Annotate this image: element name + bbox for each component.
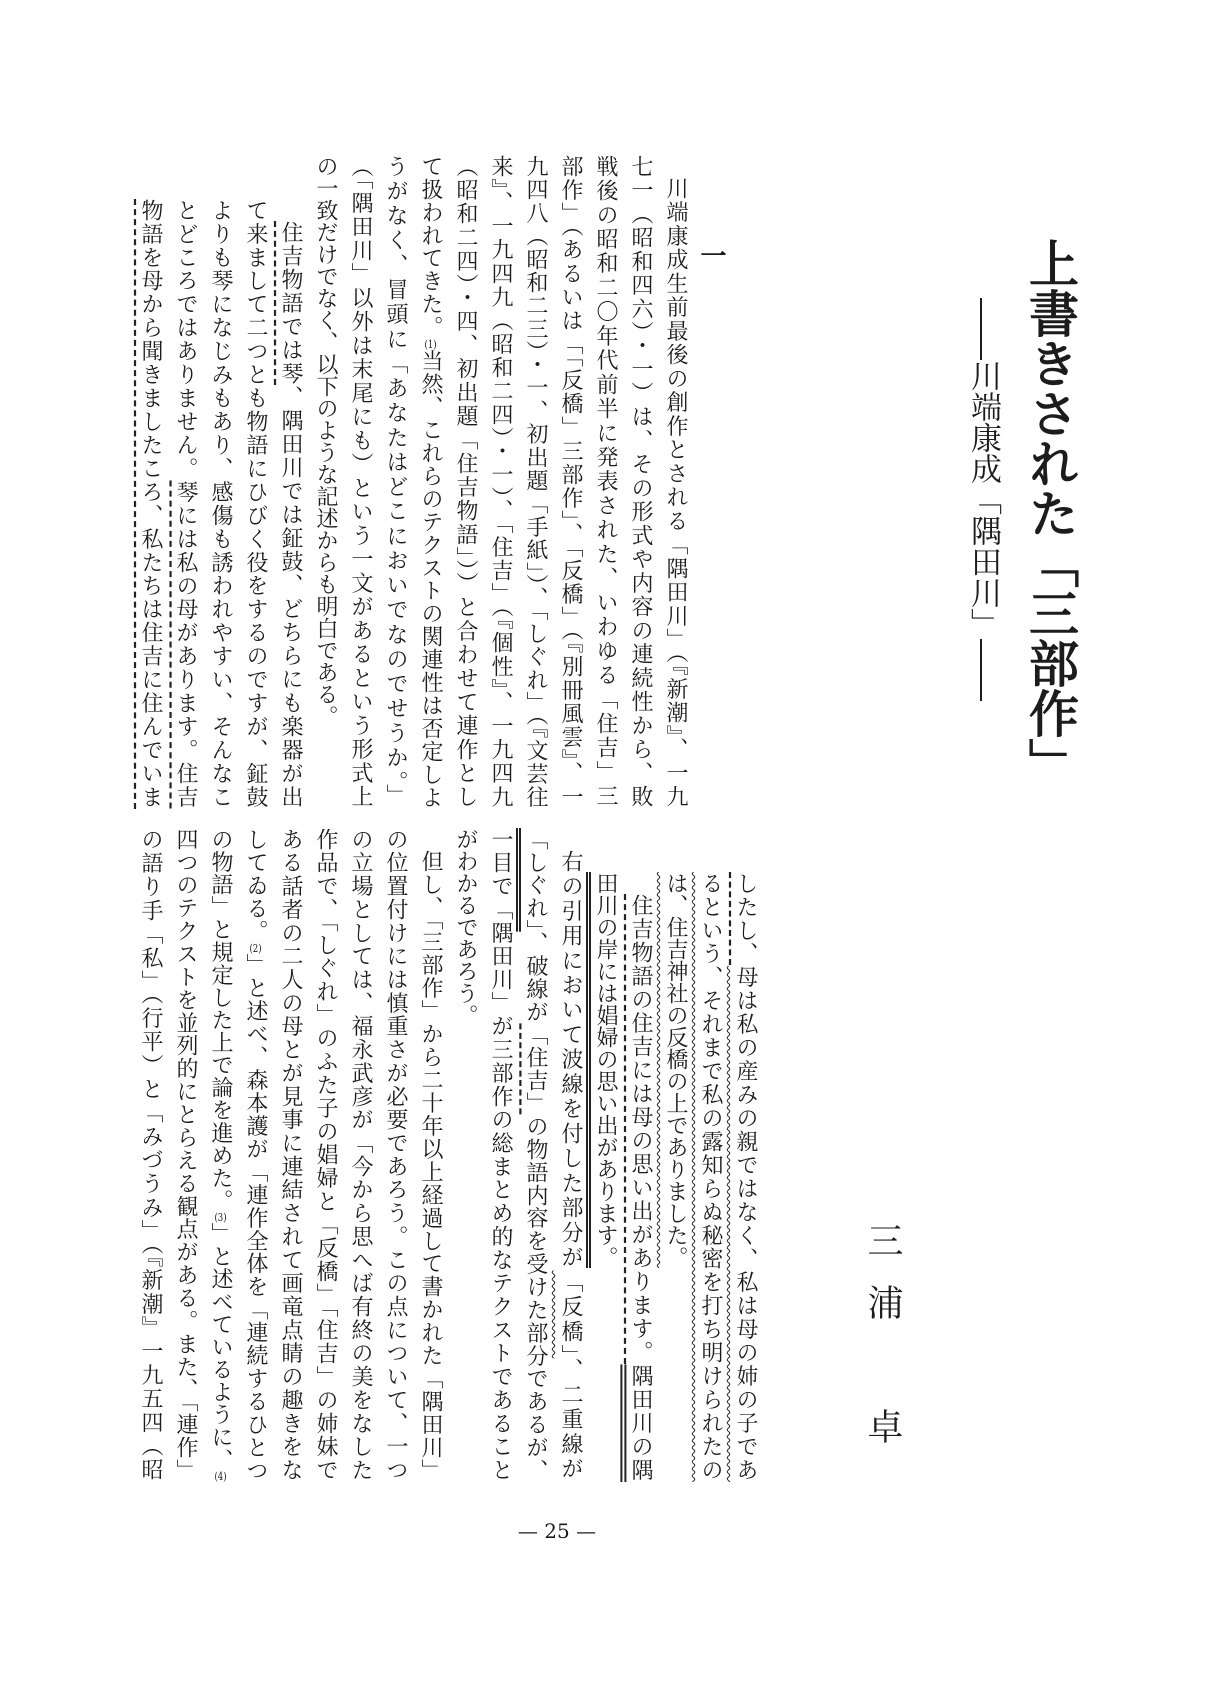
text-line <box>588 155 623 809</box>
text-segment: の位置付けには慎重さが必要であろう。この点について、一つ <box>383 828 408 1482</box>
quote-line <box>273 155 308 809</box>
wavy-marked-text: 母は私の産みの親ではなく、私は母の姉の子であ <box>733 965 758 1483</box>
footnote-marker: (1) <box>424 338 437 350</box>
upper-tier-text <box>133 155 693 809</box>
text-segment: してゐる。 <box>243 828 268 943</box>
quote-line <box>728 828 763 1482</box>
text-segment: ある話者の二人の母とが見事に連結されて画竜点睛の趣きをな <box>278 828 303 1482</box>
double-marked-text: 隅田川の隅 <box>628 1364 653 1483</box>
text-segment: の一致だけでなく、以下のような記述からも明白である。 <box>313 155 338 727</box>
text-line <box>448 155 483 809</box>
quote-line <box>693 828 728 1482</box>
text-line <box>308 155 343 809</box>
text-line <box>168 828 203 1482</box>
text-line <box>343 828 378 1482</box>
lower-tier-text <box>133 828 763 1482</box>
text-segment: の物語」と規定した上で論を進めた。 <box>208 828 233 1212</box>
dashed-marked-text: したし、 <box>733 872 758 966</box>
dashed-marked-text: 「住吉」 <box>523 1023 548 1116</box>
footnote-marker: (4) <box>214 1471 227 1483</box>
section-heading: 一 <box>696 242 726 268</box>
text-segment: 部作」（あるいは「「反橋」三部作」、「反橋」（『別冊風雲』、一 <box>558 155 583 809</box>
text-segment: 但し、「三部作」から二十年以上経過して書かれた「隅田川」 <box>418 850 443 1482</box>
double-marked-text: 「しぐれ」 <box>523 828 548 932</box>
text-line <box>273 828 308 1482</box>
text-segment: 四つのテクストを並列的にとらえる観点がある。また、「連作」 <box>173 828 198 1482</box>
text-segment: 」と述べているように、 <box>208 1222 233 1472</box>
text-line <box>343 155 378 809</box>
dashed-marked-text: 住吉物語では琴 <box>278 221 303 386</box>
quote-line <box>658 828 693 1482</box>
text-line <box>378 828 413 1482</box>
quote-line <box>588 828 623 1482</box>
text-line <box>553 828 588 1482</box>
author-name: 三浦 卓 <box>862 1222 903 1470</box>
text-line <box>413 828 448 1482</box>
paper-title: 上書きされた「三部作」 <box>1021 238 1080 788</box>
dashed-marked-text: 琴には私の母があります。住吉 <box>173 480 198 810</box>
quote-line <box>203 155 238 809</box>
text-segment: 戦後の昭和二〇年代前半に発表された、いわゆる「住吉」三 <box>593 155 618 809</box>
footnote-marker: (2) <box>249 942 262 954</box>
paper-subtitle: ――川端康成「隅田川」―― <box>965 298 1001 701</box>
text-segment: とどころではありません。 <box>173 199 198 481</box>
text-line <box>448 828 483 1482</box>
page-number: — 25 — <box>517 1519 597 1543</box>
double-marked-text: 田川の岸には娼婦の思い出があります。 <box>593 872 618 1268</box>
text-line <box>133 828 168 1482</box>
quote-line <box>133 155 168 809</box>
text-segment: 七一（昭和四六）・一）は、その形式や内容の連続性から、敗 <box>628 155 653 809</box>
text-segment: （「隅田川」以外は末尾にも）という一文があるという形式上 <box>348 155 373 809</box>
text-segment: 来』、一九四九（昭和二四）・一）、「住吉」（『個性』、一九四九 <box>488 155 513 809</box>
text-segment: 当然、これらのテクストの関連性は否定しよ <box>418 349 443 810</box>
text-line <box>518 828 553 1482</box>
quote-line <box>623 828 658 1482</box>
text-line <box>238 828 273 1482</box>
text-line <box>378 155 413 809</box>
text-line <box>553 155 588 809</box>
text-segment: の立場としては、福永武彦が「今から思へば有終の美をなした <box>348 828 373 1482</box>
text-line <box>308 828 343 1482</box>
text-segment: 一目で「隅田川」が三部作の総まとめ的なテクストであること <box>488 828 513 1482</box>
text-segment: がわかるであろう。 <box>453 828 478 1026</box>
text-segment: 川端康成生前最後の創作とされる「隅田川」（『新潮』、一九 <box>663 177 688 809</box>
text-line <box>623 155 658 809</box>
text-line <box>203 828 238 1482</box>
dashed-marked-text: 住吉物語の住吉には母の思い出があります。 <box>628 894 653 1365</box>
text-segment: の語り手「私」（行平）と「みづうみ」（『新潮』一九五四（昭 <box>138 828 163 1482</box>
text-segment: 、隅田川では鉦鼓、どちらにも楽器が出 <box>278 385 303 810</box>
text-segment: うがなく、冒頭に「あなたはどこにおいでなのでせうか。」 <box>383 155 408 809</box>
text-line <box>483 828 518 1482</box>
text-segment: 右の引用において波線を付した部分が <box>558 850 583 1271</box>
text-line <box>483 155 518 809</box>
dashed-marked-text: 物語を母から聞きましたころ、私たちは住吉に住んでいま <box>138 199 163 809</box>
quote-line <box>168 155 203 809</box>
text-segment: て扱われてきた。 <box>418 155 443 339</box>
text-segment: 作品で、「しぐれ」のふた子の娼婦と「反橋」「住吉」の姉妹で <box>313 828 338 1482</box>
quote-line <box>238 155 273 809</box>
text-line <box>518 155 553 809</box>
wavy-marked-text: 「反橋」 <box>558 1270 583 1359</box>
text-segment: （昭和二四）・四、初出題「住吉物語」））と合わせて連作とし <box>453 155 478 809</box>
text-segment: 、破線が <box>523 931 548 1024</box>
text-line <box>413 155 448 809</box>
text-segment: よりも琴になじみもあり、感傷も誘われやすい、そんなこ <box>208 199 233 809</box>
wavy-marked-text: は、住吉神社の反橋の上でありました。 <box>663 872 688 1268</box>
text-segment: て来まして二つとも物語にひびく役をするのですが、鉦鼓 <box>243 199 268 809</box>
text-segment: 」と述べ、森本護が「連作全体を「連続するひとつ <box>243 953 268 1483</box>
text-segment: の物語内容を受けた部分であるが、 <box>523 1115 548 1483</box>
text-segment: 、二重線が <box>558 1358 583 1483</box>
wavy-marked-text: るという、それまで私の露知らぬ秘密を打ち明けられたの <box>698 872 723 1482</box>
text-segment: 九四八（昭和二三）・一、初出題「手紙」）、「しぐれ」（『文芸往 <box>523 155 548 809</box>
footnote-marker: (3) <box>214 1211 227 1223</box>
text-line <box>658 155 693 809</box>
